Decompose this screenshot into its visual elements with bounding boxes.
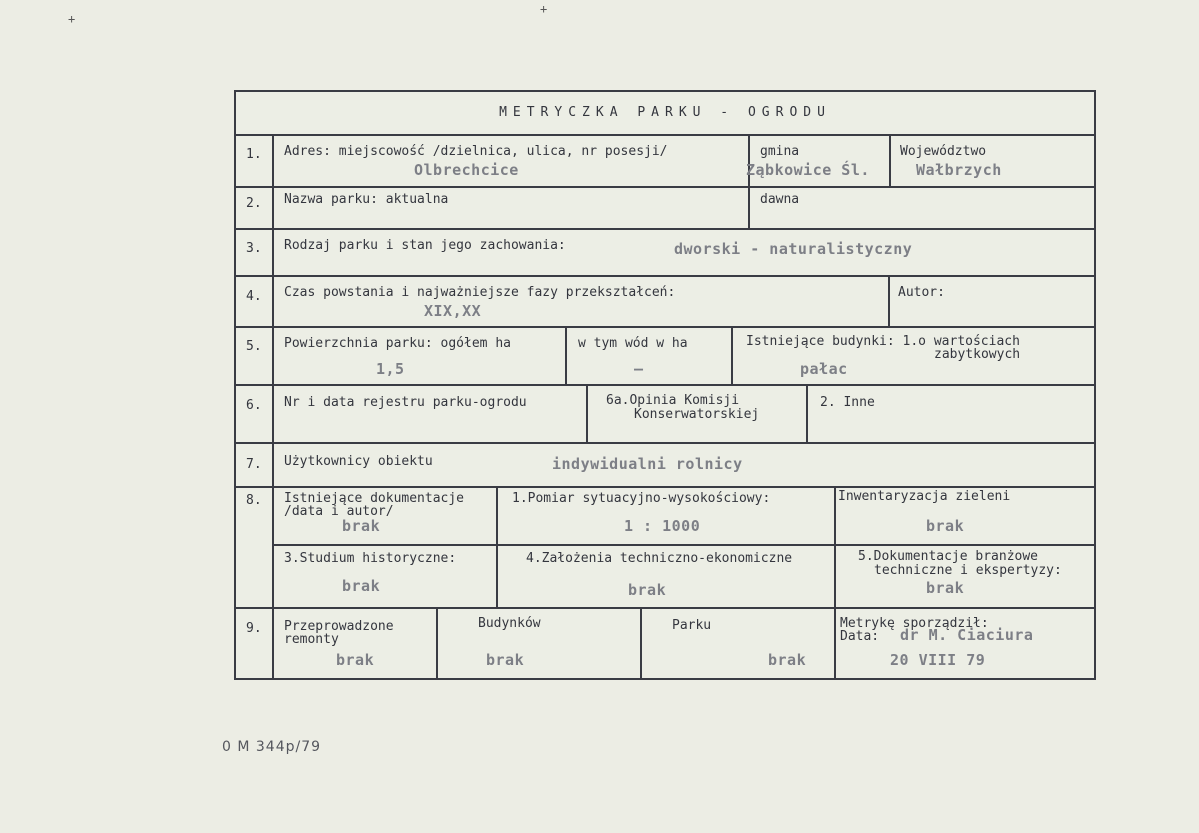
row-number: 5. (246, 339, 262, 354)
compiled-by-label: Metrykę sporządził: (840, 616, 989, 631)
gmina-value: Ząbkowice Śl. (746, 161, 870, 179)
row-number: 4. (246, 289, 262, 304)
column-divider (586, 384, 588, 442)
row-divider (272, 544, 1096, 546)
technical-assumptions-label: 4.Założenia techniczno-ekonomiczne (526, 551, 793, 566)
row-divider (236, 186, 1094, 188)
register-label: Nr i data rejestru parku-ogrodu (284, 395, 527, 410)
row-divider (236, 228, 1094, 230)
row-number: 8. (246, 493, 262, 508)
park-record-card (234, 90, 1096, 680)
park-type-value: dworski - naturalistyczny (674, 240, 913, 258)
buildings-label: Istniejące budynki: 1.o wartościach (746, 334, 1020, 349)
column-divider (888, 275, 890, 326)
history-label: Czas powstania i najważniejsze fazy przekształceń: (284, 285, 676, 300)
row-divider (236, 607, 1094, 609)
other-label: 2. Inne (820, 395, 875, 410)
greenery-inventory-label: Inwentaryzacja zieleni (838, 489, 1011, 504)
card-title: METRYCZKA PARKU - OGRODU (499, 105, 831, 120)
users-label: Użytkownicy obiektu (284, 454, 433, 469)
column-divider (748, 134, 750, 228)
address-value: Olbrechcice (414, 161, 519, 179)
documentation-label: Istniejące dokumentacje (284, 491, 465, 506)
column-divider (834, 486, 836, 607)
area-label: Powierzchnia parku: ogółem ha (284, 336, 511, 351)
row-divider (236, 275, 1094, 277)
row-number: 2. (246, 196, 262, 211)
row-divider (236, 486, 1094, 488)
author-label: Autor: (898, 285, 945, 300)
registration-mark: + (68, 12, 76, 26)
survey-label: 1.Pomiar sytuacyjno-wysokościowy: (512, 491, 771, 506)
number-column-divider (272, 134, 274, 680)
history-value: XIX,XX (424, 302, 482, 320)
buildings-repairs-label: Budynków (478, 616, 541, 631)
address-label: Adres: miejscowość /dzielnica, ulica, nr posesji/ (284, 144, 668, 159)
column-divider (436, 607, 438, 680)
row-number: 6. (246, 398, 262, 413)
column-divider (834, 607, 836, 680)
documentation-label-2: /data i autor/ (284, 504, 394, 519)
row-divider (236, 384, 1094, 386)
gmina-label: gmina (760, 144, 800, 159)
buildings-label-2: zabytkowych (934, 347, 1021, 362)
row-divider (236, 442, 1094, 444)
former-name-label: dawna (760, 192, 800, 207)
registration-mark: + (540, 2, 548, 16)
park-name-label: Nazwa parku: aktualna (284, 192, 449, 207)
commission-opinion-label-2: Konserwatorskiej (634, 407, 760, 422)
archive-signature: 0 M 344p/79 (222, 739, 322, 755)
column-divider (806, 384, 808, 442)
park-type-label: Rodzaj parku i stan jego zachowania: (284, 238, 566, 253)
row-number: 3. (246, 241, 262, 256)
park-repairs-label: Parku (672, 618, 712, 633)
column-divider (496, 486, 498, 607)
row-number: 9. (246, 621, 262, 636)
water-value: — (634, 360, 644, 378)
buildings-value: pałac (800, 360, 848, 378)
column-divider (640, 607, 642, 680)
users-value: indywidualni rolnicy (552, 455, 743, 473)
column-divider (889, 134, 891, 186)
compiled-by-value: dr M. Ciaciura (900, 626, 1034, 644)
park-repairs-value: brak (768, 651, 807, 669)
survey-value: 1 : 1000 (624, 517, 701, 535)
documentation-value: brak (342, 517, 381, 535)
history-study-value: brak (342, 577, 381, 595)
row-divider (236, 326, 1094, 328)
repairs-label: Przeprowadzone (284, 619, 394, 634)
repairs-label-2: remonty (284, 632, 339, 647)
water-label: w tym wód w ha (578, 336, 688, 351)
repairs-value: brak (336, 651, 375, 669)
row-number: 7. (246, 457, 262, 472)
area-value: 1,5 (376, 360, 405, 378)
greenery-inventory-value: brak (926, 517, 965, 535)
industry-docs-label-2: techniczne i ekspertyzy: (874, 563, 1062, 578)
buildings-repairs-value: brak (486, 651, 525, 669)
industry-docs-label: 5.Dokumentacje branżowe (858, 549, 1039, 564)
commission-opinion-label: 6a.Opinia Komisji (606, 393, 740, 408)
row-number: 1. (246, 147, 262, 162)
technical-assumptions-value: brak (628, 581, 667, 599)
date-label: Data: (840, 629, 880, 644)
column-divider (565, 326, 567, 384)
voivodeship-label: Województwo (900, 144, 987, 159)
history-study-label: 3.Studium historyczne: (284, 551, 457, 566)
date-value: 20 VIII 79 (890, 651, 986, 669)
voivodeship-value: Wałbrzych (916, 161, 1002, 179)
column-divider (731, 326, 733, 384)
row-divider (236, 134, 1094, 136)
industry-docs-value: brak (926, 579, 965, 597)
